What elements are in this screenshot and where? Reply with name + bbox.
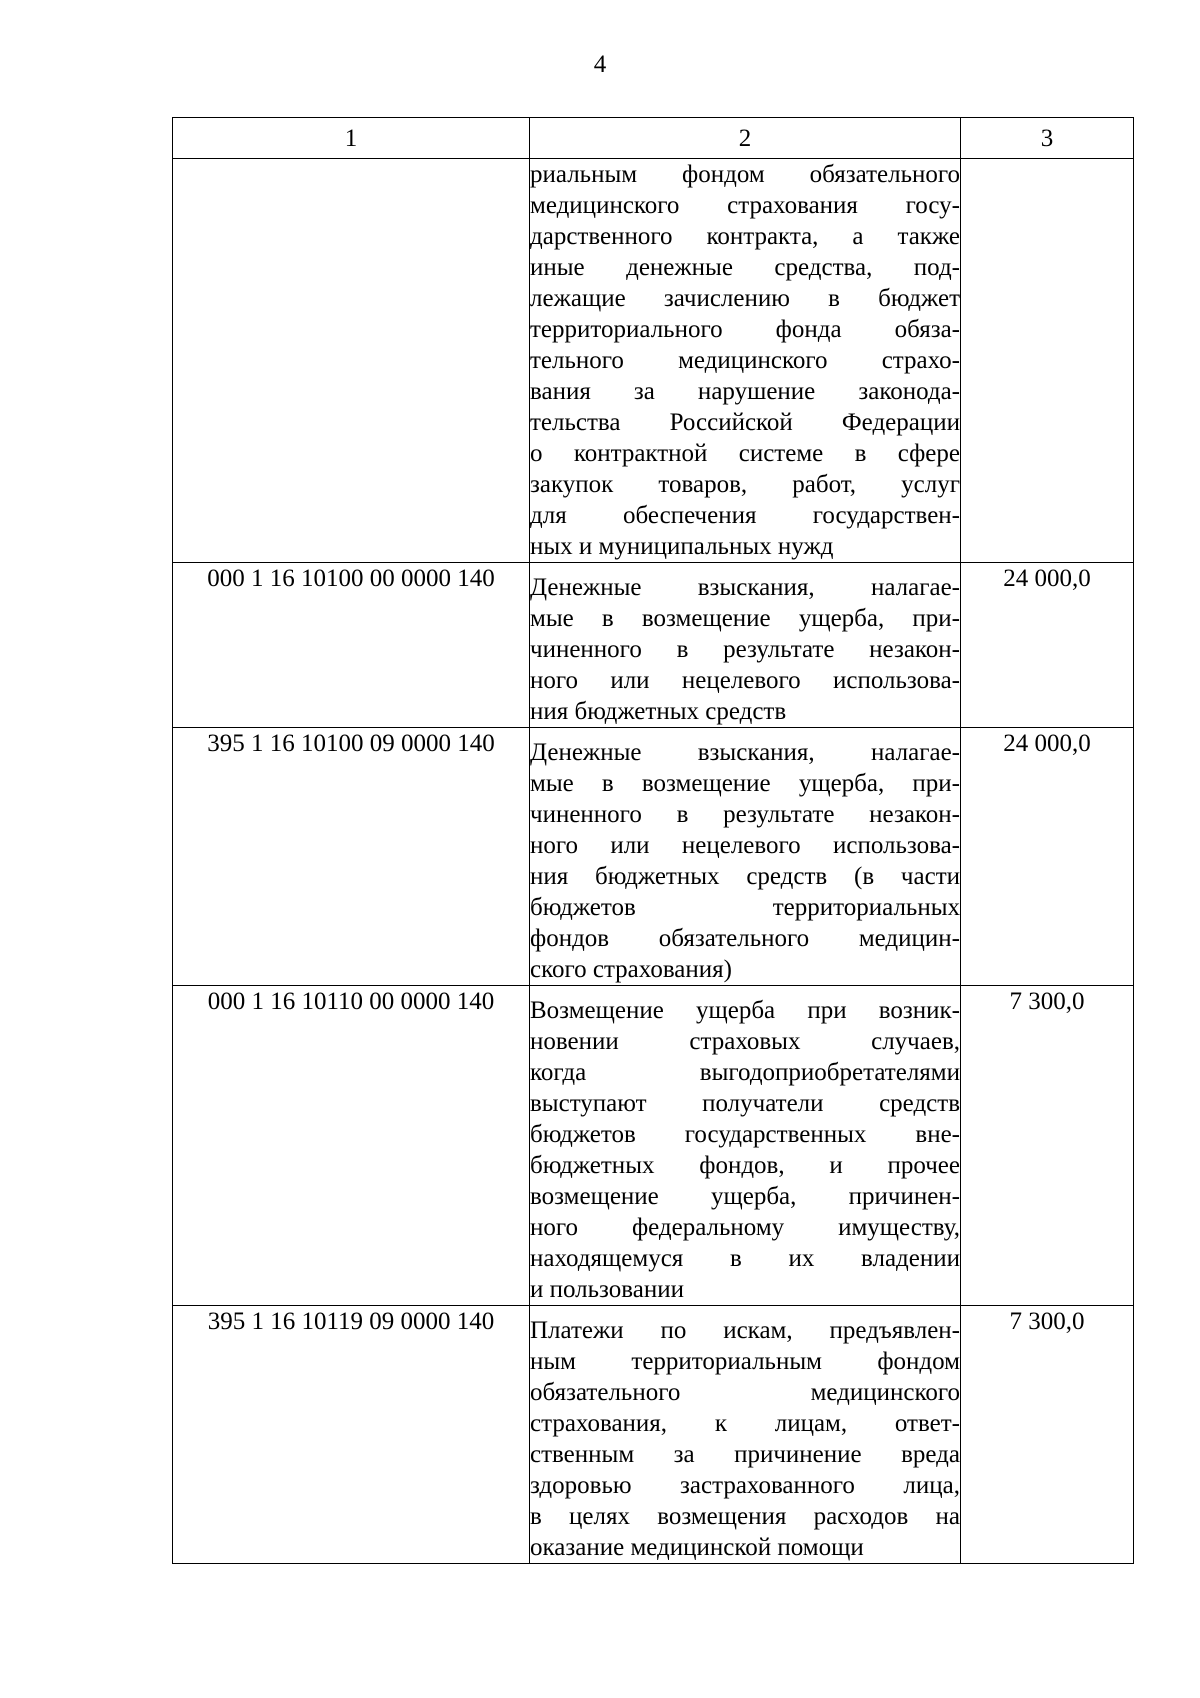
header-row (173, 118, 1134, 159)
description-line: фондов обязательного медицин- (530, 925, 960, 952)
table-row (173, 986, 1134, 1306)
header-column-3: 3 (961, 118, 1134, 159)
description-line: обязательного медицинского (530, 1379, 960, 1406)
income-description (530, 728, 961, 986)
description-line: страхования, к лицам, ответ- (530, 1410, 960, 1437)
income-description (530, 159, 961, 563)
table-row (173, 728, 1134, 986)
page-number: 4 (593, 51, 607, 78)
description-line: лежащие зачислению в бюджет (530, 285, 960, 312)
description-line: Платежи по искам, предъявлен- (530, 1317, 960, 1344)
description-line: когда выгодоприобретателями (530, 1059, 960, 1086)
description-line: вания за нарушение законода- (530, 378, 960, 405)
description-line: тельства Российской Федерации (530, 409, 960, 436)
classification-code (173, 159, 530, 563)
description-line: тельного медицинского страхо- (530, 347, 960, 374)
description-line: закупок товаров, работ, услуг (530, 471, 960, 498)
description-line: оказание медицинской помощи (530, 1534, 864, 1561)
table-row (173, 159, 1134, 563)
description-line: риальным фондом обязательного (530, 161, 960, 188)
table-header (173, 118, 1134, 159)
description-line: медицинского страхования госу- (530, 192, 960, 219)
amount-value (961, 159, 1134, 563)
table-row (173, 563, 1134, 728)
description-line: новении страховых случаев, (530, 1028, 960, 1055)
income-description (530, 1306, 961, 1564)
description-line: выступают получатели средств (530, 1090, 960, 1117)
description-line: ния бюджетных средств (в части (530, 863, 960, 890)
description-line: ного или нецелевого использова- (530, 667, 960, 694)
description-line: Возмещение ущерба при возник- (530, 997, 960, 1024)
classification-code: 395 1 16 10119 09 0000 140 (173, 1306, 530, 1564)
description-line: возмещение ущерба, причинен- (530, 1183, 960, 1210)
header-column-2: 2 (530, 118, 961, 159)
income-description (530, 563, 961, 728)
description-line: о контрактной системе в сфере (530, 440, 960, 467)
amount-value: 24 000,0 (961, 728, 1134, 986)
header-column-1: 1 (173, 118, 530, 159)
description-line: находящемуся в их владении (530, 1245, 960, 1272)
table-body (173, 159, 1134, 1564)
amount-value: 7 300,0 (961, 1306, 1134, 1564)
description-line: Денежные взыскания, налагае- (530, 739, 960, 766)
description-line: ственным за причинение вреда (530, 1441, 960, 1468)
classification-code: 000 1 16 10100 00 0000 140 (173, 563, 530, 728)
description-line: чиненного в результате незакон- (530, 801, 960, 828)
budget-table (172, 117, 1134, 1564)
amount-value: 7 300,0 (961, 986, 1134, 1306)
description-line: здоровью застрахованного лица, (530, 1472, 960, 1499)
description-line: ского страхования) (530, 956, 732, 983)
classification-code: 000 1 16 10110 00 0000 140 (173, 986, 530, 1306)
description-line: ного федеральному имуществу, (530, 1214, 960, 1241)
income-description (530, 986, 961, 1306)
description-line: и пользовании (530, 1276, 684, 1303)
description-line: ного или нецелевого использова- (530, 832, 960, 859)
description-line: Денежные взыскания, налагае- (530, 574, 960, 601)
description-line: бюджетов территориальных (530, 894, 960, 921)
description-line: мые в возмещение ущерба, при- (530, 770, 960, 797)
description-line: ным территориальным фондом (530, 1348, 960, 1375)
description-line: ния бюджетных средств (530, 698, 787, 725)
description-line: мые в возмещение ущерба, при- (530, 605, 960, 632)
description-line: бюджетных фондов, и прочее (530, 1152, 960, 1179)
table-row (173, 1306, 1134, 1564)
amount-value: 24 000,0 (961, 563, 1134, 728)
description-line: для обеспечения государствен- (530, 502, 960, 529)
description-line: чиненного в результате незакон- (530, 636, 960, 663)
description-line: территориального фонда обяза- (530, 316, 960, 343)
description-line: иные денежные средства, под- (530, 254, 960, 281)
description-line: в целях возмещения расходов на (530, 1503, 960, 1530)
description-line: ных и муниципальных нужд (530, 533, 834, 560)
classification-code: 395 1 16 10100 09 0000 140 (173, 728, 530, 986)
description-line: дарственного контракта, а также (530, 223, 960, 250)
description-line: бюджетов государственных вне- (530, 1121, 960, 1148)
